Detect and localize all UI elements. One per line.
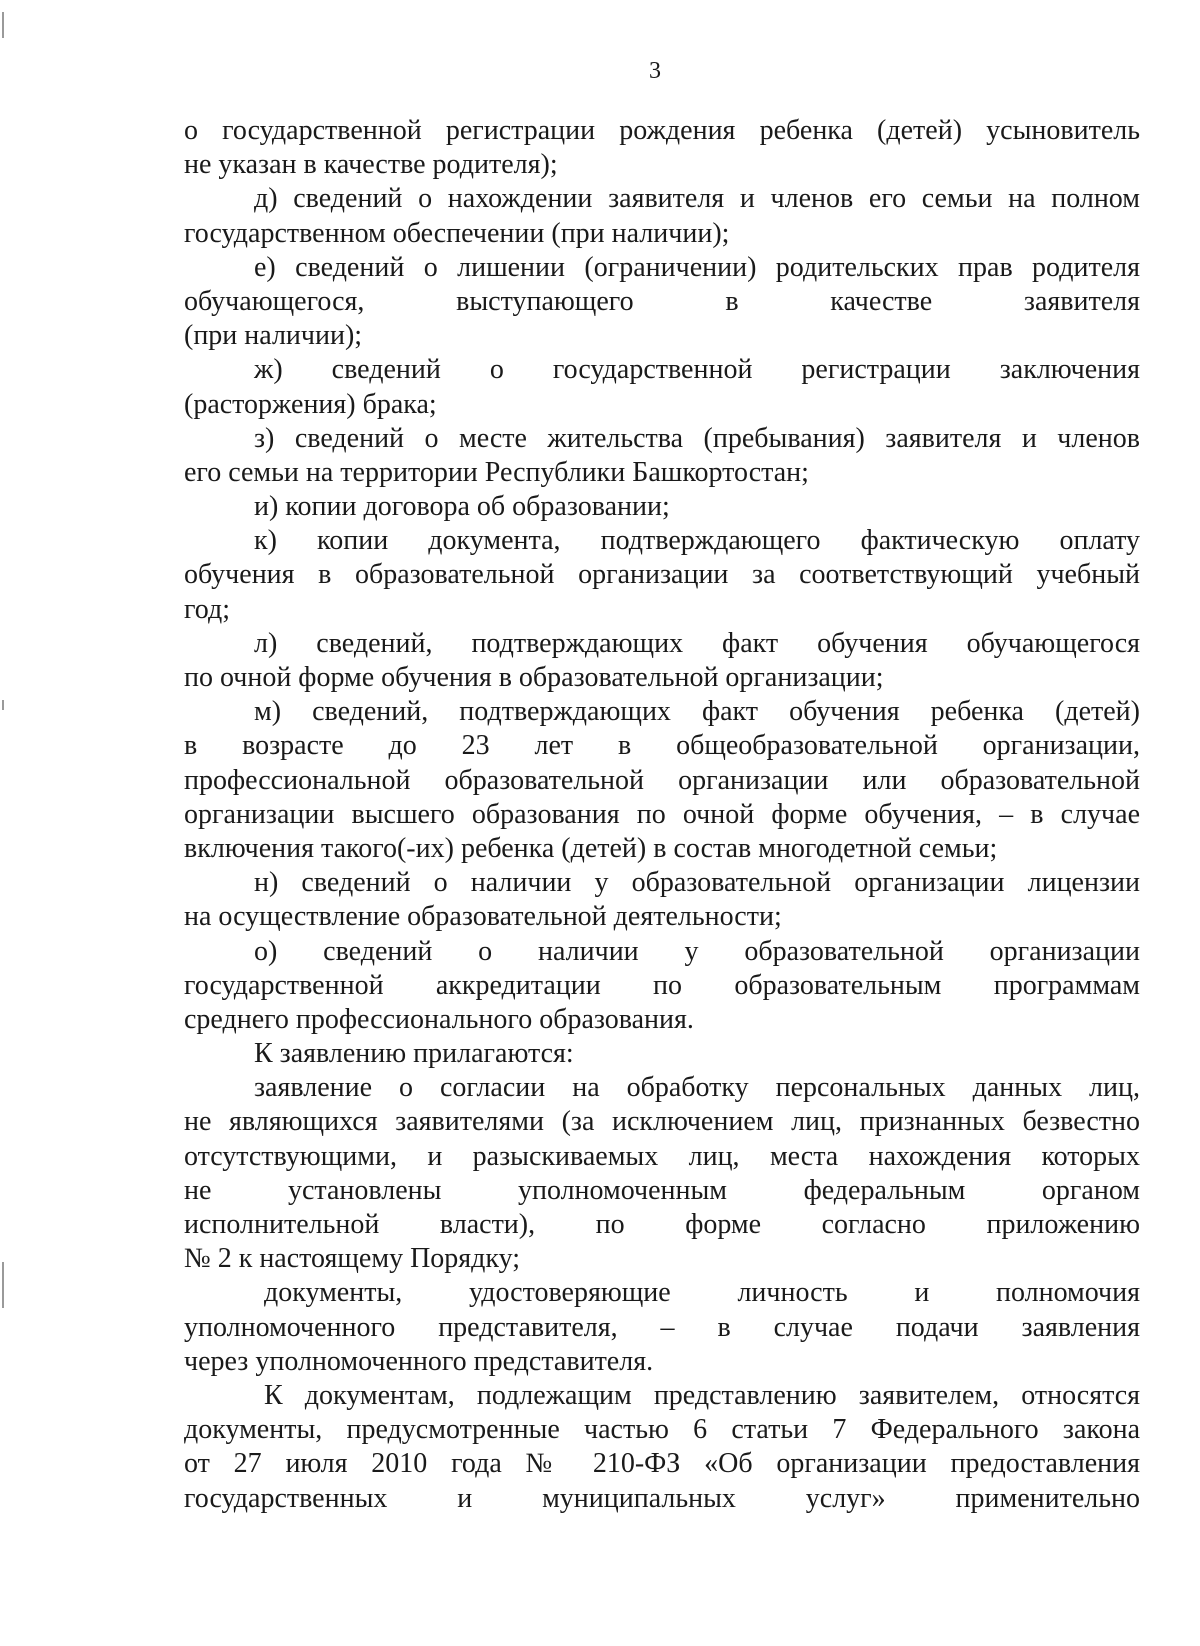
text-line: о) сведений о наличии у образовательной организации <box>254 935 1140 967</box>
text-line: через уполномоченного представителя. <box>184 1345 654 1377</box>
scan-mark <box>2 700 4 710</box>
text-line: не установлены уполномоченным федеральным органом <box>184 1174 1140 1206</box>
text-line: уполномоченного представителя, – в случае подачи заявления <box>184 1311 1140 1343</box>
scan-mark <box>2 12 4 38</box>
text-line: документы, удостоверяющие личность и полномочия <box>264 1277 1140 1309</box>
text-line: (при наличии); <box>184 320 363 352</box>
text-line: д) сведений о нахождении заявителя и членов его семьи на полном <box>254 183 1140 215</box>
paragraph <box>184 695 1140 866</box>
scan-mark <box>2 1262 4 1308</box>
text-line: обучающегося, выступающего в качестве заявителя <box>184 285 1140 317</box>
text-line: и) копии договора об образовании; <box>254 491 670 523</box>
text-line: среднего профессионального образования. <box>184 1003 694 1035</box>
text-line: профессиональной образовательной организации или образовательной <box>184 764 1140 796</box>
text-line: е) сведений о лишении (ограничении) родительских прав родителя <box>254 251 1140 283</box>
text-line: К заявлению прилагаются: <box>254 1038 574 1070</box>
paragraph <box>184 1037 1140 1071</box>
text-line: государственной аккредитации по образовательным программам <box>184 969 1140 1001</box>
text-line: обучения в образовательной организации за соответствующий учебный <box>184 559 1140 591</box>
paragraph <box>184 1379 1140 1516</box>
text-line: к) копии документа, подтверждающего фактическую оплату <box>254 525 1140 557</box>
text-line: исполнительной власти), по форме согласно приложению <box>184 1209 1140 1240</box>
text-line: по очной форме обучения в образовательной организации; <box>184 662 884 693</box>
text-line: н) сведений о наличии у образовательной организации лицензии <box>254 867 1140 899</box>
paragraph <box>184 1276 1140 1379</box>
text-line: (расторжения) брака; <box>184 388 437 420</box>
text-line: не указан в качестве родителя); <box>184 149 558 181</box>
paragraph <box>184 627 1140 695</box>
paragraph <box>184 490 1140 524</box>
paragraph <box>184 935 1140 1038</box>
text-line: № 2 к настоящему Порядку; <box>184 1243 521 1275</box>
page-number: 3 <box>649 58 661 84</box>
paragraph <box>184 114 1140 182</box>
text-line: о государственной регистрации рождения ребенка (детей) усыновитель <box>184 115 1140 146</box>
text-line: на осуществление образовательной деятельности; <box>184 901 782 933</box>
text-line: заявление о согласии на обработку персональных данных лиц, <box>254 1072 1140 1104</box>
document-body <box>184 114 1140 1516</box>
text-line: включения такого(-их) ребенка (детей) в состав многодетной семьи; <box>184 832 998 864</box>
text-line: документы, предусмотренные частью 6 статьи 7 Федерального закона <box>184 1414 1140 1446</box>
text-line: не являющихся заявителями (за исключением лиц, признанных безвестно <box>184 1106 1140 1138</box>
paragraph <box>184 1071 1140 1276</box>
text-line: год; <box>184 593 231 625</box>
paragraph <box>184 353 1140 421</box>
paragraph <box>184 182 1140 250</box>
text-line: его семьи на территории Республики Башкортостан; <box>184 456 809 488</box>
text-line: К документам, подлежащим представлению заявителем, относятся <box>264 1379 1140 1411</box>
paragraph <box>184 251 1140 354</box>
text-line: л) сведений, подтверждающих факт обучения обучающегося <box>254 627 1140 659</box>
text-line: ж) сведений о государственной регистрации заключения <box>254 354 1140 386</box>
text-line: отсутствующими, и разыскиваемых лиц, места нахождения которых <box>184 1140 1140 1172</box>
text-line: государственном обеспечении (при наличии); <box>184 217 730 249</box>
paragraph <box>184 866 1140 934</box>
text-line: государственных и муниципальных услуг» применительно <box>184 1482 1140 1514</box>
scan-artifacts <box>0 0 20 1646</box>
text-line: от 27 июля 2010 года № 210-ФЗ «Об организации предоставления <box>184 1448 1140 1480</box>
paragraph <box>184 524 1140 627</box>
text-line: м) сведений, подтверждающих факт обучения ребенка (детей) <box>254 696 1140 728</box>
text-line: организации высшего образования по очной форме обучения, – в случае <box>184 798 1140 830</box>
text-line: з) сведений о месте жительства (пребывания) заявителя и членов <box>254 422 1140 454</box>
text-line: в возрасте до 23 лет в общеобразовательной организации, <box>184 730 1140 762</box>
paragraph <box>184 422 1140 490</box>
